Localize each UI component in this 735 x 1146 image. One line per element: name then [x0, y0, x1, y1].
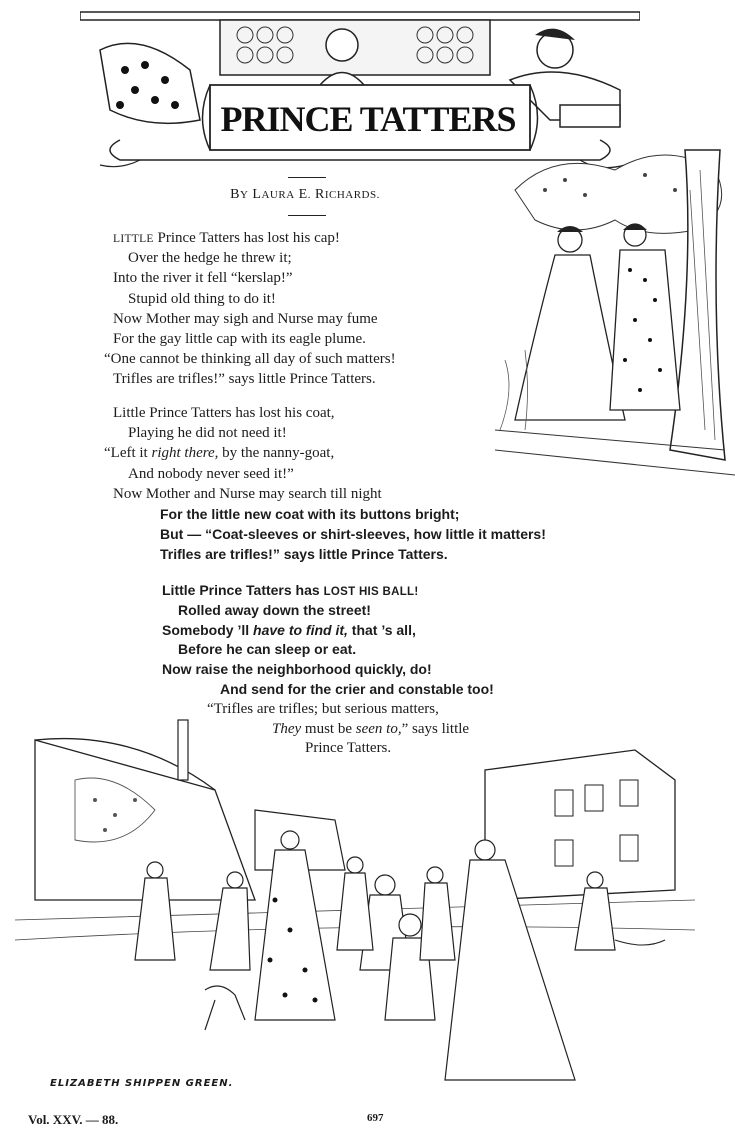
- stanza2-line: Trifles are trifles!” says little Prince Tatters.: [160, 546, 448, 563]
- stanza3-line: They must be seen to,” says little: [272, 720, 470, 737]
- stanza1-line: For the gay little cap with its eagle plume.: [113, 331, 366, 347]
- stanza3-line: “Trifles are trifles; but serious matters,: [207, 700, 439, 717]
- stanza3-line: Rolled away down the street!: [178, 601, 371, 618]
- poem-title: PRINCE TATTERS: [220, 99, 516, 139]
- stanza3-line: Somebody ’ll have to find it, that ’s all,: [162, 621, 416, 638]
- stanza2-line: But — “Coat-sleeves or shirt-sleeves, how little it matters!: [160, 526, 546, 543]
- stanza1-line: LITTLE Prince Tatters has lost his cap!: [113, 230, 340, 246]
- stanza2-line: For the little new coat with its buttons bright;: [160, 506, 460, 522]
- women-under-tree-illustration: [495, 130, 735, 490]
- street-scene-illustration: [15, 700, 695, 1100]
- stanza2-line: Little Prince Tatters has lost his coat,: [113, 405, 335, 421]
- stanza1-line: Trifles are trifles!” says little Prince Tatters.: [113, 371, 376, 388]
- byline-divider: [288, 215, 326, 216]
- stanza3-line: And send for the crier and constable too!: [220, 681, 494, 697]
- stanza3-line: Before he can sleep or eat.: [178, 641, 357, 658]
- stanza1-line: Now Mother may sigh and Nurse may fume: [113, 310, 378, 327]
- stanza1-line: Into the river it fell “kerslap!”: [113, 270, 293, 287]
- volume-number: Vol. XXV. — 88.: [28, 1112, 119, 1127]
- stanza3-line: Prince Tatters.: [305, 740, 392, 757]
- illustrator-signature: ELIZABETH SHIPPEN GREEN.: [50, 1078, 234, 1089]
- page-number: 697: [367, 1112, 384, 1124]
- stanza1-line: “One cannot be thinking all day of such matters!: [104, 351, 396, 368]
- stanza3-line: Now raise the neighborhood quickly, do!: [162, 661, 432, 678]
- stanza2-line: And nobody never seed it!”: [128, 465, 294, 482]
- byline: BY LAURA E. RICHARDS.: [230, 187, 380, 202]
- title-divider-top: [288, 177, 326, 178]
- stanza2-line: Playing he did not need it!: [128, 425, 287, 442]
- stanza2-line: Now Mother and Nurse may search till night: [113, 485, 382, 502]
- stanza3-line: Little Prince Tatters has LOST HIS BALL!: [162, 582, 419, 598]
- stanza1-line: Over the hedge he threw it;: [128, 250, 292, 267]
- stanza1-line: Stupid old thing to do it!: [128, 290, 276, 307]
- stanza2-line: “Left it right there, by the nanny-goat,: [104, 445, 335, 462]
